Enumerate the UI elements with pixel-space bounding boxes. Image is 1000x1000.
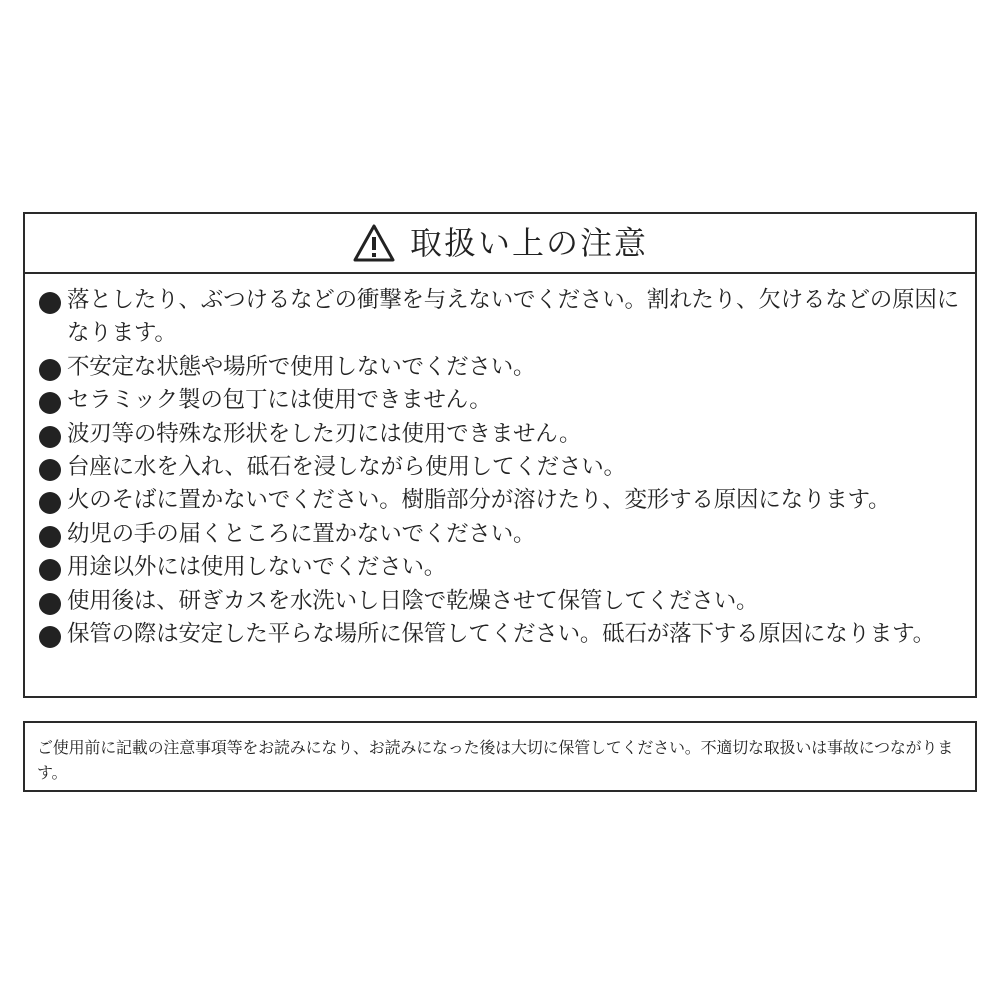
precautions-list: [25, 274, 975, 651]
precaution-text: セラミック製の包丁には使用できません。: [67, 387, 492, 414]
notice-title: 取扱い上の注意: [409, 224, 648, 262]
precaution-text: 幼児の手の届くところに置かないでください。: [67, 520, 536, 547]
bullet-icon: [39, 392, 61, 414]
bullet-icon: [39, 526, 61, 548]
precaution-item-4: [39, 418, 963, 451]
read-before-use-text: ご使用前に記載の注意事項等をお読みになり、お読みになった後は大切に保管してください。不適切な取扱いは事故につながります。: [37, 738, 954, 782]
precaution-text: 波刃等の特殊な形状をした刃には使用できません。: [67, 420, 582, 447]
precaution-text: 保管の際は安定した平らな場所に保管してください。砥石が落下する原因になります。: [67, 621, 935, 648]
precaution-text: 不安定な状態や場所で使用しないでください。: [67, 353, 536, 380]
precaution-item-8: [39, 551, 963, 584]
bullet-icon: [39, 426, 61, 448]
bullet-icon: [39, 593, 61, 615]
precaution-text: 使用後は、研ぎカスを水洗いし日陰で乾燥させて保管してください。: [67, 587, 759, 614]
precaution-item-10: [39, 618, 963, 651]
bullet-icon: [39, 559, 61, 581]
precaution-item-3: [39, 384, 963, 417]
precaution-text: 台座に水を入れ、砥石を浸しながら使用してください。: [67, 454, 626, 481]
precaution-item-2: [39, 351, 963, 384]
precaution-text: 火のそばに置かないでください。樹脂部分が溶けたり、変形する原因になります。: [67, 487, 891, 514]
bullet-icon: [39, 359, 61, 381]
warning-triangle-icon: [352, 223, 396, 263]
precaution-item-9: [39, 585, 963, 618]
precaution-item-6: [39, 484, 963, 517]
precaution-item-1: [39, 284, 963, 351]
precaution-text: 用途以外には使用しないでください。: [67, 554, 447, 581]
precaution-item-5: [39, 451, 963, 484]
notice-header: [25, 214, 975, 274]
bullet-icon: [39, 292, 61, 314]
bullet-icon: [39, 492, 61, 514]
read-before-use-box: [23, 721, 977, 792]
handling-precautions-box: [23, 212, 977, 698]
bullet-icon: [39, 459, 61, 481]
precaution-item-7: [39, 518, 963, 551]
bullet-icon: [39, 626, 61, 648]
precaution-text: 落としたり、ぶつけるなどの衝撃を与えないでください。割れたり、欠けるなどの原因になります。: [67, 287, 960, 347]
